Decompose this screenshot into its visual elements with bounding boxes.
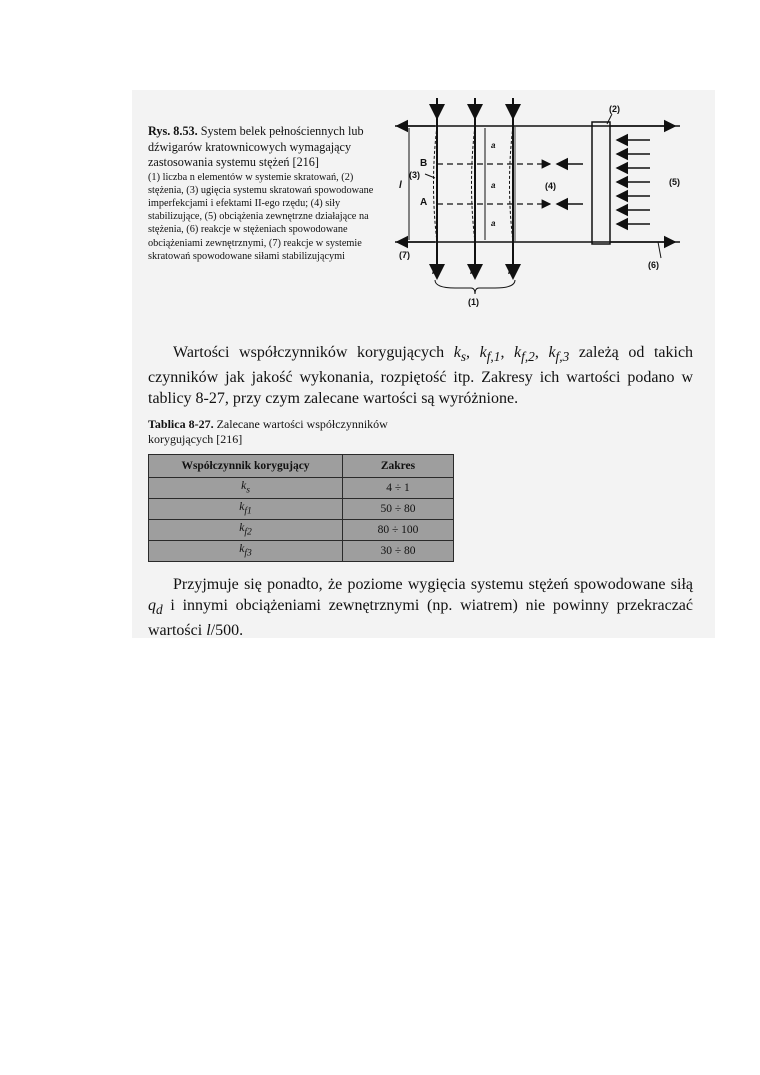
table-label: Tablica 8-27. bbox=[148, 417, 214, 431]
p1-text-start: Wartości współczynników korygujących bbox=[173, 344, 454, 361]
table-row bbox=[149, 499, 454, 520]
k-f2-symbol: k bbox=[514, 344, 522, 361]
table-header-row bbox=[149, 455, 454, 478]
range-cell: 50 ÷ 80 bbox=[343, 499, 454, 520]
coef-symbol: k bbox=[239, 543, 245, 556]
coef-symbol: k bbox=[239, 522, 245, 535]
table-caption bbox=[148, 417, 448, 447]
paragraph-coefficients: Wartości współczynników korygujących $k_s$, $k_{f,1}$, $k_{f,2}$, $k_{f,3}$ zależą od takich czynników jak jakość wykonania, rozpiętość itp. Zakresy ich wartości podano w tablicy 8-27, przy czym zalecane wartości są wyróżnione. bbox=[148, 344, 694, 408]
member-count-brace bbox=[435, 280, 515, 294]
p2-text-middle: i innymi obciążeniami zewnętrznymi (np. wiatrem) nie powinny przekraczać wartości bbox=[148, 597, 693, 640]
table-title: Zalecane wartości współczynników korygujących [216] bbox=[148, 417, 388, 446]
label-point-b: B bbox=[420, 158, 428, 169]
header-range: Zakres bbox=[343, 455, 454, 478]
label-bracing: (2) bbox=[609, 104, 620, 114]
label-axial-3: N bbox=[508, 266, 515, 276]
coefficient-cell bbox=[149, 478, 343, 499]
q-symbol: q bbox=[148, 597, 156, 614]
range-cell: 4 ÷ 1 bbox=[343, 478, 454, 499]
k-f1-symbol: k bbox=[479, 344, 487, 361]
table-row bbox=[149, 541, 454, 562]
k-f3-sub: f,3 bbox=[555, 349, 570, 365]
coef-sub: f1 bbox=[244, 505, 252, 517]
coef-sub: f2 bbox=[244, 526, 252, 538]
range-cell: 30 ÷ 80 bbox=[343, 541, 454, 562]
label-spacing-1: a bbox=[491, 141, 496, 150]
coef-sub: f3 bbox=[244, 547, 252, 559]
label-point-a: A bbox=[420, 197, 428, 208]
figure-label: Rys. 8.53. bbox=[148, 124, 198, 138]
p1-text-end: zależą od takich czynników jak jakość wykonania, rozpiętość itp. Zakresy ich wartości podano w tablicy 8-27, przy czym zalecane wartości są wyróżnione. bbox=[148, 344, 694, 408]
label-span: l bbox=[399, 180, 402, 191]
table-row bbox=[149, 478, 454, 499]
k-f3-symbol: k bbox=[548, 344, 556, 361]
label-reactions: (6) bbox=[648, 260, 659, 270]
figure-title: System belek pełnościennych lub dźwigarów kratownicowych wymagający zastosowania systemu stężeń [216] bbox=[148, 124, 364, 169]
figure-caption bbox=[148, 124, 388, 263]
external-loads bbox=[617, 140, 650, 224]
coef-sub: s bbox=[246, 484, 250, 496]
range-cell: 80 ÷ 100 bbox=[343, 520, 454, 541]
label-stabilizing: (4) bbox=[545, 181, 556, 191]
coefficient-cell bbox=[149, 541, 343, 562]
coefficient-cell bbox=[149, 499, 343, 520]
coefficients-table bbox=[148, 454, 454, 562]
label-deflection: (3) bbox=[409, 170, 420, 180]
bracing-system-diagram bbox=[375, 92, 695, 308]
k-f2-sub: f,2 bbox=[521, 349, 535, 365]
k-s-sub: s bbox=[460, 349, 467, 365]
label-count: (1) bbox=[468, 297, 479, 307]
p2-text-start: Przyjmuje się ponadto, że poziome wygięcia systemu stężeń spowodowane siłą bbox=[173, 576, 693, 593]
coef-symbol: k bbox=[241, 480, 247, 493]
label-external: (5) bbox=[669, 177, 680, 187]
q-sub: d bbox=[156, 602, 163, 618]
table-row bbox=[149, 520, 454, 541]
bracing-element bbox=[592, 122, 610, 244]
coefficient-cell bbox=[149, 520, 343, 541]
truss-members bbox=[434, 98, 514, 278]
p2-text-end: /500. bbox=[210, 622, 244, 640]
label-spacing-2: a bbox=[491, 181, 496, 190]
k-s-symbol: k bbox=[453, 344, 461, 361]
figure-legend: (1) liczba n elementów w systemie skratowań, (2) stężenia, (3) ugięcia systemu skratowań spowodowane imperfekcjami i efektami II-ego rzędu; (4) siły stabilizujące, (5) obciążenia zewnętrzne działające na stężenia, (6) reakcje w stężeniach spowodowane obciążeniami zewnętrznymi, (7) reakcje w systemie skratowań spowodowane siłami stabilizującymi bbox=[148, 171, 374, 262]
paragraph-deflection-limit bbox=[148, 574, 693, 641]
label-axial-1: N bbox=[432, 266, 439, 276]
coef-symbol: k bbox=[239, 501, 245, 514]
label-system-reactions: (7) bbox=[399, 250, 410, 260]
header-coefficient: Współczynnik korygujący bbox=[149, 455, 343, 478]
label-spacing-3: a bbox=[491, 219, 496, 228]
stabilizing-forces bbox=[557, 164, 583, 204]
k-f1-sub: f,1 bbox=[486, 349, 501, 365]
l-symbol: l bbox=[206, 622, 211, 640]
reactions-leader bbox=[658, 242, 661, 258]
label-axial-2: N bbox=[470, 266, 477, 276]
